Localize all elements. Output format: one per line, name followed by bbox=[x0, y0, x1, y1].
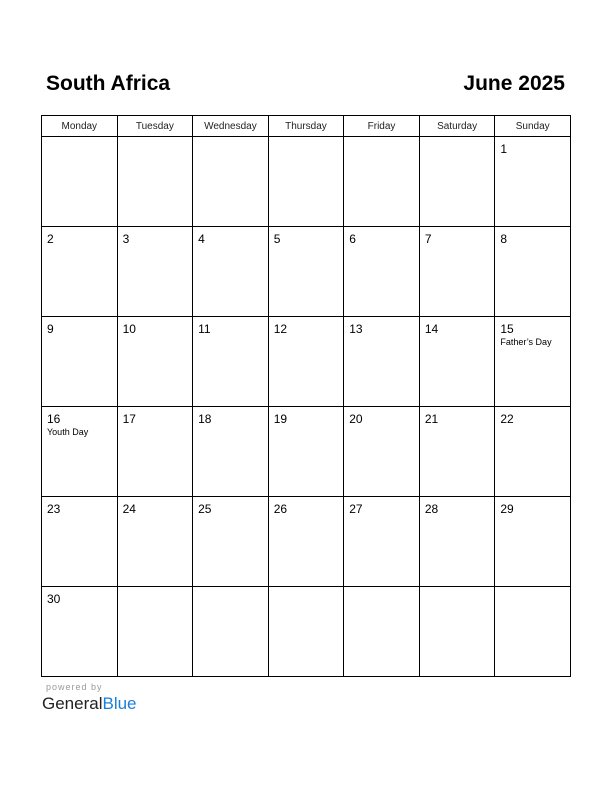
day-number: 19 bbox=[273, 412, 288, 426]
holiday-label bbox=[420, 246, 495, 247]
generalblue-logo[interactable] bbox=[42, 694, 137, 714]
weekday-header: Saturday bbox=[419, 116, 495, 137]
holiday-label bbox=[269, 516, 344, 517]
day-number: 21 bbox=[424, 412, 439, 426]
day-number: 2 bbox=[47, 232, 54, 246]
holiday-label bbox=[118, 516, 193, 517]
day-cell bbox=[117, 227, 193, 317]
day-cell bbox=[495, 497, 571, 587]
calendar-grid bbox=[41, 115, 571, 677]
day-cell bbox=[193, 497, 269, 587]
holiday-label: Father’s Day bbox=[500, 337, 552, 347]
holiday-label bbox=[118, 426, 193, 427]
day-cell bbox=[193, 587, 269, 677]
day-cell bbox=[193, 407, 269, 497]
holiday-label bbox=[269, 336, 344, 337]
day-cell bbox=[193, 317, 269, 407]
day-cell bbox=[419, 407, 495, 497]
holiday-label bbox=[269, 592, 344, 593]
holiday-label bbox=[118, 592, 193, 593]
day-number: 20 bbox=[349, 412, 363, 426]
day-cell bbox=[117, 407, 193, 497]
day-number: 30 bbox=[47, 592, 61, 606]
day-cell bbox=[268, 137, 344, 227]
day-number: 23 bbox=[47, 502, 61, 516]
holiday-label bbox=[269, 142, 344, 143]
weekday-header: Wednesday bbox=[193, 116, 269, 137]
holiday-label bbox=[344, 592, 419, 593]
day-number: 28 bbox=[424, 502, 439, 516]
holiday-label bbox=[344, 426, 419, 427]
holiday-label bbox=[420, 336, 495, 337]
day-cell bbox=[419, 137, 495, 227]
day-number: 15 bbox=[500, 322, 514, 336]
holiday-label bbox=[42, 516, 117, 517]
holiday-label bbox=[193, 516, 268, 517]
day-cell bbox=[42, 587, 118, 677]
day-number: 14 bbox=[424, 322, 439, 336]
day-cell bbox=[344, 587, 420, 677]
holiday-label bbox=[118, 246, 193, 247]
day-cell bbox=[42, 407, 118, 497]
day-number: 7 bbox=[424, 232, 432, 246]
day-cell bbox=[42, 317, 118, 407]
holiday-label bbox=[420, 516, 495, 517]
day-number: 16 bbox=[47, 412, 61, 426]
day-number: 26 bbox=[273, 502, 288, 516]
holiday-label bbox=[193, 336, 268, 337]
weekday-header: Thursday bbox=[268, 116, 344, 137]
day-number: 5 bbox=[273, 232, 281, 246]
day-cell bbox=[344, 407, 420, 497]
day-cell bbox=[268, 317, 344, 407]
holiday-label bbox=[495, 426, 570, 427]
holiday-label bbox=[42, 246, 117, 247]
day-number: 22 bbox=[500, 412, 514, 426]
day-cell bbox=[268, 227, 344, 317]
day-cell bbox=[495, 587, 571, 677]
week-row bbox=[42, 137, 571, 227]
day-number: 6 bbox=[349, 232, 356, 246]
day-cell bbox=[268, 587, 344, 677]
day-cell bbox=[344, 317, 420, 407]
day-number: 25 bbox=[198, 502, 212, 516]
day-number: 9 bbox=[47, 322, 54, 336]
week-row bbox=[42, 407, 571, 497]
day-cell bbox=[117, 137, 193, 227]
day-number: 27 bbox=[349, 502, 363, 516]
day-cell bbox=[495, 227, 571, 317]
holiday-label bbox=[269, 246, 344, 247]
powered-by-text: powered by bbox=[46, 682, 103, 692]
holiday-label bbox=[420, 426, 495, 427]
day-cell bbox=[117, 497, 193, 587]
day-cell bbox=[193, 137, 269, 227]
day-number: 12 bbox=[273, 322, 288, 336]
day-number: 8 bbox=[500, 232, 508, 246]
holiday-label bbox=[495, 246, 570, 247]
weekday-header: Monday bbox=[42, 116, 118, 137]
day-number: 3 bbox=[122, 232, 130, 246]
holiday-label bbox=[495, 156, 570, 157]
day-cell bbox=[268, 407, 344, 497]
holiday-label bbox=[420, 142, 495, 143]
holiday-label bbox=[118, 142, 193, 143]
day-cell bbox=[344, 227, 420, 317]
holiday-label bbox=[495, 516, 570, 517]
holiday-label bbox=[193, 142, 268, 143]
brand-blue-text: Blue bbox=[102, 694, 137, 713]
holiday-label: Youth Day bbox=[47, 427, 89, 437]
day-cell bbox=[117, 317, 193, 407]
day-cell bbox=[419, 227, 495, 317]
day-number: 10 bbox=[122, 322, 136, 336]
month-year-title: June 2025 bbox=[463, 72, 565, 95]
holiday-label bbox=[344, 246, 419, 247]
holiday-label bbox=[269, 426, 344, 427]
holiday-label bbox=[42, 606, 117, 607]
day-number: 13 bbox=[349, 322, 363, 336]
day-cell bbox=[42, 137, 118, 227]
week-row bbox=[42, 317, 571, 407]
day-cell bbox=[117, 587, 193, 677]
day-number: 11 bbox=[198, 322, 211, 336]
day-number: 4 bbox=[198, 232, 205, 246]
day-cell bbox=[495, 407, 571, 497]
holiday-label bbox=[495, 592, 570, 593]
holiday-label bbox=[420, 592, 495, 593]
day-cell bbox=[42, 227, 118, 317]
holiday-label bbox=[193, 426, 268, 427]
day-cell bbox=[419, 497, 495, 587]
holiday-label bbox=[193, 246, 268, 247]
weekday-header: Tuesday bbox=[117, 116, 193, 137]
week-row bbox=[42, 497, 571, 587]
holiday-label bbox=[193, 592, 268, 593]
weekday-header: Friday bbox=[344, 116, 420, 137]
day-cell bbox=[344, 497, 420, 587]
day-number: 17 bbox=[122, 412, 136, 426]
holiday-label bbox=[42, 336, 117, 337]
day-number: 18 bbox=[198, 412, 212, 426]
week-row bbox=[42, 227, 571, 317]
day-cell bbox=[42, 497, 118, 587]
week-row bbox=[42, 587, 571, 677]
day-number: 24 bbox=[122, 502, 136, 516]
day-cell bbox=[419, 317, 495, 407]
weekday-header-row bbox=[42, 116, 571, 137]
day-number: 29 bbox=[500, 502, 514, 516]
holiday-label bbox=[344, 516, 419, 517]
day-cell bbox=[268, 497, 344, 587]
holiday-label bbox=[42, 142, 117, 143]
day-cell bbox=[344, 137, 420, 227]
day-cell bbox=[495, 137, 571, 227]
day-number: 1 bbox=[500, 142, 508, 156]
holiday-label bbox=[344, 336, 419, 337]
day-cell bbox=[495, 317, 571, 407]
country-title: South Africa bbox=[46, 72, 171, 95]
day-cell bbox=[419, 587, 495, 677]
holiday-label bbox=[344, 142, 419, 143]
holiday-label bbox=[118, 336, 193, 337]
weekday-header: Sunday bbox=[495, 116, 571, 137]
brand-general-text: General bbox=[42, 694, 103, 713]
day-cell bbox=[193, 227, 269, 317]
